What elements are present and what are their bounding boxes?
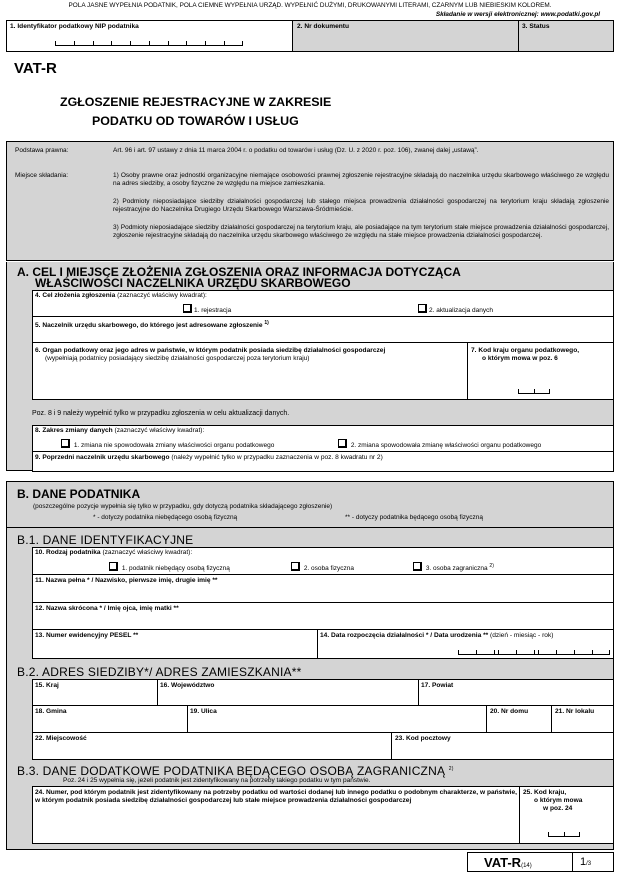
field-4-option-registration[interactable]: 1. rejestracja <box>183 304 231 315</box>
field-14-label: 14. Data rozpoczęcia działalności * / Data urodzenia ** (dzień - miesiąc - rok) <box>320 632 554 639</box>
nip-digit-ticks <box>55 42 243 46</box>
field-20-label: 20. Nr domu <box>490 708 529 715</box>
field-13-label: 13. Numer ewidencyjny PESEL ** <box>35 632 139 639</box>
electronic-submission-note: Składanie w wersji elektronicznej: www.podatki.gov.pl <box>435 11 600 18</box>
checkbox-registration[interactable] <box>183 304 192 313</box>
nip-label: 1. Identyfikator podatkowy NIP podatnika <box>10 23 139 30</box>
b2-title: B.2. ADRES SIEDZIBY*/ ADRES ZAMIESZKANIA** <box>17 665 302 679</box>
field-6-label: 6. Organ podatkowy oraz jego adres w państwie, w którym podatnik posiada siedzibę działalności gospodarczej <box>35 347 386 354</box>
field-25-digit-ticks <box>548 833 580 837</box>
footer-form-code: VAT-R(14) <box>484 855 532 870</box>
checkbox-update[interactable] <box>418 304 427 313</box>
section-a-title-line2: WŁAŚCIWOŚCI NACZELNIKA URZĘDU SKARBOWEGO <box>35 276 351 290</box>
checkbox-no-authority-change[interactable] <box>61 439 70 448</box>
field-10-option-foreign[interactable]: 3. osoba zagraniczna $^{2)}$ <box>413 562 494 573</box>
field-23-label: 23. Kod pocztowy <box>395 735 451 742</box>
field-10-label: 10. Rodzaj podatnika (zaznaczyć właściwy kwadrat): <box>35 549 193 556</box>
field-16-voivodeship[interactable] <box>157 679 419 706</box>
section-a-title-line1: A. CEL I MIEJSCE ZŁOŻENIA ZGŁOSZENIA ORAZ INFORMACJA DOTYCZĄCA <box>17 265 461 279</box>
b3-title: B.3. DANE DODATKOWE PODATNIKA BĘDĄCEGO OSOBĄ ZAGRANICZNĄ $^{2)}$ <box>17 764 454 778</box>
field-9-previous-tax-office[interactable] <box>32 451 614 472</box>
field-11-full-name[interactable] <box>32 574 614 603</box>
field-24-label: 24. Numer, pod którym podatnik jest zidentyfikowany na potrzeby podatku od wartości dodanej lub innego podatku o podobnym charakterze, w państwie, w którym podatnik posiada siedzibę działalności gospodarczej lub stałe miejsce prowadzenia działalności gospodarczej <box>35 789 517 804</box>
footer-form-version: (14) <box>521 863 532 869</box>
field-18-commune[interactable] <box>32 705 188 733</box>
field-10-option-natural[interactable]: 2. osoba fizyczna <box>291 562 354 573</box>
field-16-label: 16. Województwo <box>160 682 215 689</box>
field-25-label-line3: w poz. 24 <box>543 805 573 812</box>
field-10-taxpayer-type <box>32 547 614 575</box>
b1-title: B.1. DANE IDENTYFIKACYJNE <box>17 533 194 547</box>
field-19-street[interactable] <box>187 705 487 733</box>
field-25-label-line1: 25. Kod kraju, <box>523 789 567 796</box>
field-5-tax-office[interactable] <box>32 316 614 343</box>
field-4-purpose <box>32 290 614 317</box>
legend-non-natural: * - dotyczy podatnika niebędącego osobą fizyczną <box>93 514 238 521</box>
field-7-label-line2: o którym mowa w poz. 6 <box>482 355 558 362</box>
field-21-apartment-number[interactable] <box>551 705 614 733</box>
field-15-label: 15. Kraj <box>35 682 59 689</box>
legend-natural: ** - dotyczy podatnika będącego osobą fizyczną <box>345 514 484 521</box>
field-7-country-code[interactable] <box>467 342 614 400</box>
field-8-option-change[interactable]: 2. zmiana spowodowała zmianę właściwości organu podatkowego <box>338 439 541 450</box>
field-4-label: 4. Cel złożenia zgłoszenia (zaznaczyć właściwy kwadrat): <box>35 292 207 299</box>
field-7-label-line1: 7. Kod kraju organu podatkowego, <box>471 347 580 354</box>
field-24-foreign-vat-number[interactable] <box>32 786 520 844</box>
field-17-county[interactable] <box>418 679 614 706</box>
field-5-label: 5. Naczelnik urzędu skarbowego, do którego jest adresowane zgłoszenie $^{1)}$ <box>35 320 269 330</box>
field-17-label: 17. Powiat <box>421 682 454 689</box>
legal-basis-label: Podstawa prawna: <box>15 147 69 154</box>
field-8-option-no-change[interactable]: 1. zmiana nie spowodowała zmiany właściwości organu podatkowego <box>61 439 274 450</box>
field-25-label-line2: o którym mowa <box>534 797 583 804</box>
field-7-digit-ticks <box>518 390 550 394</box>
field-14-date[interactable] <box>317 629 614 659</box>
field-23-postal-code[interactable] <box>391 732 614 760</box>
field-22-city[interactable] <box>32 732 392 760</box>
field-21-label: 21. Nr lokalu <box>555 708 595 715</box>
field-6-foreign-tax-authority[interactable] <box>32 342 468 400</box>
field-10-option-non-natural[interactable]: 1. podatnik niebędący osobą fizyczną <box>109 562 230 573</box>
checkbox-foreign-person[interactable] <box>413 562 422 571</box>
field-4-option-update[interactable]: 2. aktualizacja danych <box>418 304 493 315</box>
submission-place-label: Miejsce składania: <box>15 172 69 179</box>
field-14-date-ticks <box>458 651 610 655</box>
field-8-label: 8. Zakres zmiany danych (zaznaczyć właściwy kwadrat): <box>35 427 205 434</box>
field-9-label: 9. Poprzedni naczelnik urzędu skarbowego (należy wypełnić tylko w przypadku zaznaczenia w poz. 8 kwadratu nr 2) <box>35 454 383 461</box>
field-6-hint: (wypełniają podatnicy posiadający siedzibę działalności gospodarczej poza terytorium kraju) <box>45 355 310 362</box>
form-title-line1: ZGŁOSZENIE REJESTRACYJNE W ZAKRESIE <box>60 95 332 109</box>
checkbox-non-natural-person[interactable] <box>109 562 118 571</box>
fill-instruction: POLA JASNE WYPEŁNIA PODATNIK, POLA CIEMNE WYPEŁNIA URZĄD. WYPEŁNIĆ DUŻYMI, DRUKOWANYMI LITERAMI, CZARNYM LUB NIEBIESKIM KOLOREM. <box>68 2 552 9</box>
b3-hint: Poz. 24 i 25 wypełnia się, jeżeli podatnik jest zidentyfikowany na potrzeby takiego podatku w tym państwie. <box>63 777 371 784</box>
document-number-label: 2. Nr dokumentu <box>297 23 350 30</box>
field-12-short-name[interactable] <box>32 602 614 630</box>
legal-basis-text: Art. 96 i art. 97 ustawy z dnia 11 marca 2004 r. o podatku od towarów i usług (Dz. U. z 2020 r. poz. 106), zwanej dalej „ustawą”. <box>113 147 479 154</box>
field-25-country-code[interactable] <box>519 786 614 844</box>
field-19-label: 19. Ulica <box>190 708 217 715</box>
legal-block <box>6 141 614 261</box>
field-15-country[interactable] <box>32 679 158 706</box>
top-divider <box>518 21 519 51</box>
checkbox-authority-change[interactable] <box>338 439 347 448</box>
note-fields-8-9: Poz. 8 i 9 należy wypełnić tylko w przypadku zgłoszenia w celu aktualizacji danych. <box>32 410 290 417</box>
section-b-hint: (poszczególne pozycje wypełnia się tylko w przypadku, gdy dotyczą podatnika składającego zgłoszenie) <box>33 503 333 510</box>
form-code: VAT-R <box>14 60 57 77</box>
checkbox-natural-person[interactable] <box>291 562 300 571</box>
field-20-house-number[interactable] <box>486 705 552 733</box>
submission-place-item-1: 1) Osoby prawne oraz jednostki organizacyjne niemające osobowości prawnej zgłoszenie rejestracyjne składają do naczelnika urzędu skarbowego właściwego ze względu na adres siedziby, a osoby fizyczne ze względu na miejsce zamieszkania. <box>113 172 609 187</box>
field-22-label: 22. Miejscowość <box>35 735 87 742</box>
submission-place-item-2: 2) Podmioty nieposiadające siedziby działalności gospodarczej lub stałego miejsca prowadzenia działalności gospodarczej na terytorium kraju składają zgłoszenie rejestracyjne do Naczelnika Drugiego Urzędu Skarbowego Warszawa-Śródmieście. <box>113 198 609 213</box>
field-8-change-scope <box>32 425 614 452</box>
footer-page-number: 1/3 <box>580 856 592 868</box>
form-title-line2: PODATKU OD TOWARÓW I USŁUG <box>92 114 299 128</box>
field-13-pesel[interactable] <box>32 629 318 659</box>
status-label: 3. Status <box>522 23 550 30</box>
field-12-label: 12. Nazwa skrócona * / Imię ojca, imię matki ** <box>35 605 179 612</box>
submission-place-item-3: 3) Podmioty nieposiadające siedziby działalności gospodarczej na terytorium kraju, ale posiadające na tym terytorium stałe miejsce prowadzenia działalności gospodarczej, zgłoszenie rejestracyjne składają do naczelnika urzędu skarbowego właściwego ze względu na stałe miejsce prowadzenia działalności gospodarczej. <box>113 224 609 239</box>
footer-form-box <box>467 852 614 872</box>
nip-field[interactable] <box>7 21 293 51</box>
field-18-label: 18. Gmina <box>35 708 67 715</box>
field-11-label: 11. Nazwa pełna * / Nazwisko, pierwsze imię, drugie imię ** <box>35 577 218 584</box>
section-b-title: B. DANE PODATNIKA <box>17 487 141 501</box>
